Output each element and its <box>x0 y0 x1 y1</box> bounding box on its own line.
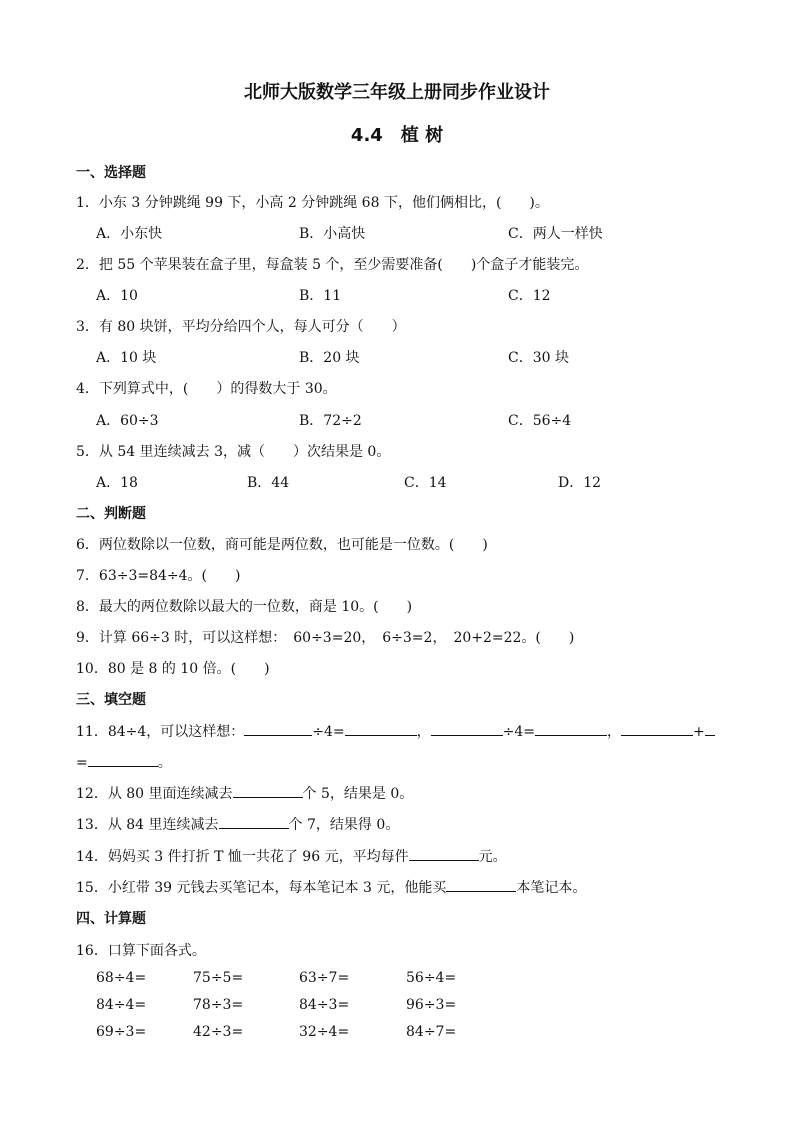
question-5: 5．从 54 里连续减去 3，减（ ）次结果是 0。 <box>76 444 391 460</box>
q11-divide-2: ÷4= <box>502 724 536 740</box>
question-4: 4．下列算式中，( ）的得数大于 30。 <box>76 381 337 397</box>
q15-suffix: 本笔记本。 <box>516 880 587 896</box>
q13-prompt: 13．从 84 里连续减去 <box>76 817 219 833</box>
calc-item: 84÷3= <box>299 997 350 1013</box>
answer-blank[interactable] <box>431 721 503 736</box>
q1-option-a: A．小东快 <box>96 226 163 242</box>
answer-blank[interactable] <box>535 721 607 736</box>
answer-blank[interactable] <box>233 783 303 798</box>
answer-blank[interactable] <box>446 877 516 892</box>
q1-option-b: B．小高快 <box>299 226 366 242</box>
q11-prompt: 11．84÷4，可以这样想： <box>76 724 245 740</box>
q11-divide-1: ÷4= <box>312 724 345 740</box>
q5-option-d: D．12 <box>558 475 602 491</box>
question-11 <box>76 721 715 741</box>
answer-blank[interactable] <box>219 814 289 829</box>
question-7: 7．63÷3=84÷4。( ) <box>76 568 241 584</box>
q14-prompt: 14．妈妈买 3 件打折 T 恤一共花了 96 元，平均每件 <box>76 849 409 865</box>
q2-option-a: A．10 <box>96 288 138 304</box>
question-8: 8．最大的两位数除以最大的一位数，商是 10。( ) <box>76 599 413 615</box>
section-heading-choice: 一、选择题 <box>76 165 146 181</box>
calc-item: 78÷3= <box>193 997 244 1013</box>
q2-option-c: C．12 <box>508 288 551 304</box>
answer-blank[interactable] <box>88 752 158 767</box>
question-9: 9．计算 66÷3 时，可以这样想： 60÷3=20， 6÷3=2， 20+2=22。( ) <box>76 630 575 646</box>
q13-suffix: 个 7，结果得 0。 <box>288 817 400 833</box>
calc-item: 75÷5= <box>193 970 244 986</box>
calc-item: 96÷3= <box>406 997 457 1013</box>
lesson-subtitle: 4.4 植 树 <box>350 125 444 146</box>
calc-item: 56÷4= <box>406 970 457 986</box>
q12-suffix: 个 5，结果是 0。 <box>302 786 414 802</box>
question-11-continued <box>76 752 172 772</box>
question-15 <box>76 877 586 897</box>
question-14 <box>76 846 507 866</box>
question-6: 6．两位数除以一位数，商可能是两位数，也可能是一位数。( ) <box>76 537 488 553</box>
q11-plus: + <box>693 724 705 740</box>
q15-prompt: 15．小红带 39 元钱去买笔记本，每本笔记本 3 元，他能买 <box>76 880 447 896</box>
calc-item: 84÷4= <box>96 997 147 1013</box>
section-heading-judge: 二、判断题 <box>76 506 146 522</box>
q4-option-b: B．72÷2 <box>299 413 362 429</box>
q4-option-a: A．60÷3 <box>96 413 159 429</box>
calc-item: 42÷3= <box>193 1024 244 1040</box>
q5-option-b: B．44 <box>247 475 290 491</box>
answer-blank[interactable] <box>244 721 312 736</box>
question-2: 2．把 55 个苹果装在盒子里，每盒装 5 个，至少需要准备( )个盒子才能装完。 <box>76 257 589 273</box>
calc-item: 63÷7= <box>299 970 350 986</box>
q11-end: 。 <box>157 755 172 771</box>
calc-item: 69÷3= <box>96 1024 147 1040</box>
question-12 <box>76 783 413 803</box>
calc-item: 32÷4= <box>299 1024 350 1040</box>
q14-suffix: 元。 <box>478 849 507 865</box>
q11-sep-1: ， <box>416 724 431 740</box>
q3-option-a: A．10 块 <box>96 350 157 366</box>
answer-blank[interactable] <box>409 846 479 861</box>
question-3: 3．有 80 块饼，平均分给四个人，每人可分（ ） <box>76 319 406 335</box>
page-title: 北师大版数学三年级上册同步作业设计 <box>244 82 550 103</box>
q5-option-c: C．14 <box>404 475 447 491</box>
question-1: 1．小东 3 分钟跳绳 99 下，小高 2 分钟跳绳 68 下，他们俩相比，( )。 <box>76 195 549 211</box>
q1-option-c: C．两人一样快 <box>508 226 603 242</box>
q4-option-c: C．56÷4 <box>508 413 572 429</box>
q12-prompt: 12．从 80 里面连续减去 <box>76 786 233 802</box>
answer-blank[interactable] <box>705 721 715 736</box>
answer-blank[interactable] <box>621 721 693 736</box>
question-16: 16．口算下面各式。 <box>76 943 206 959</box>
q11-equals: = <box>76 755 88 771</box>
q3-option-b: B．20 块 <box>299 350 360 366</box>
calc-item: 84÷7= <box>406 1024 457 1040</box>
question-10: 10．80 是 8 的 10 倍。( ) <box>76 661 270 677</box>
q3-option-c: C．30 块 <box>508 350 569 366</box>
q2-option-b: B．11 <box>299 288 342 304</box>
section-heading-calc: 四、计算题 <box>76 911 146 927</box>
calc-item: 68÷4= <box>96 970 147 986</box>
q5-option-a: A．18 <box>96 475 138 491</box>
q11-sep-2: ， <box>607 724 622 740</box>
section-heading-fill: 三、填空题 <box>76 692 146 708</box>
question-13 <box>76 814 399 834</box>
answer-blank[interactable] <box>345 721 417 736</box>
